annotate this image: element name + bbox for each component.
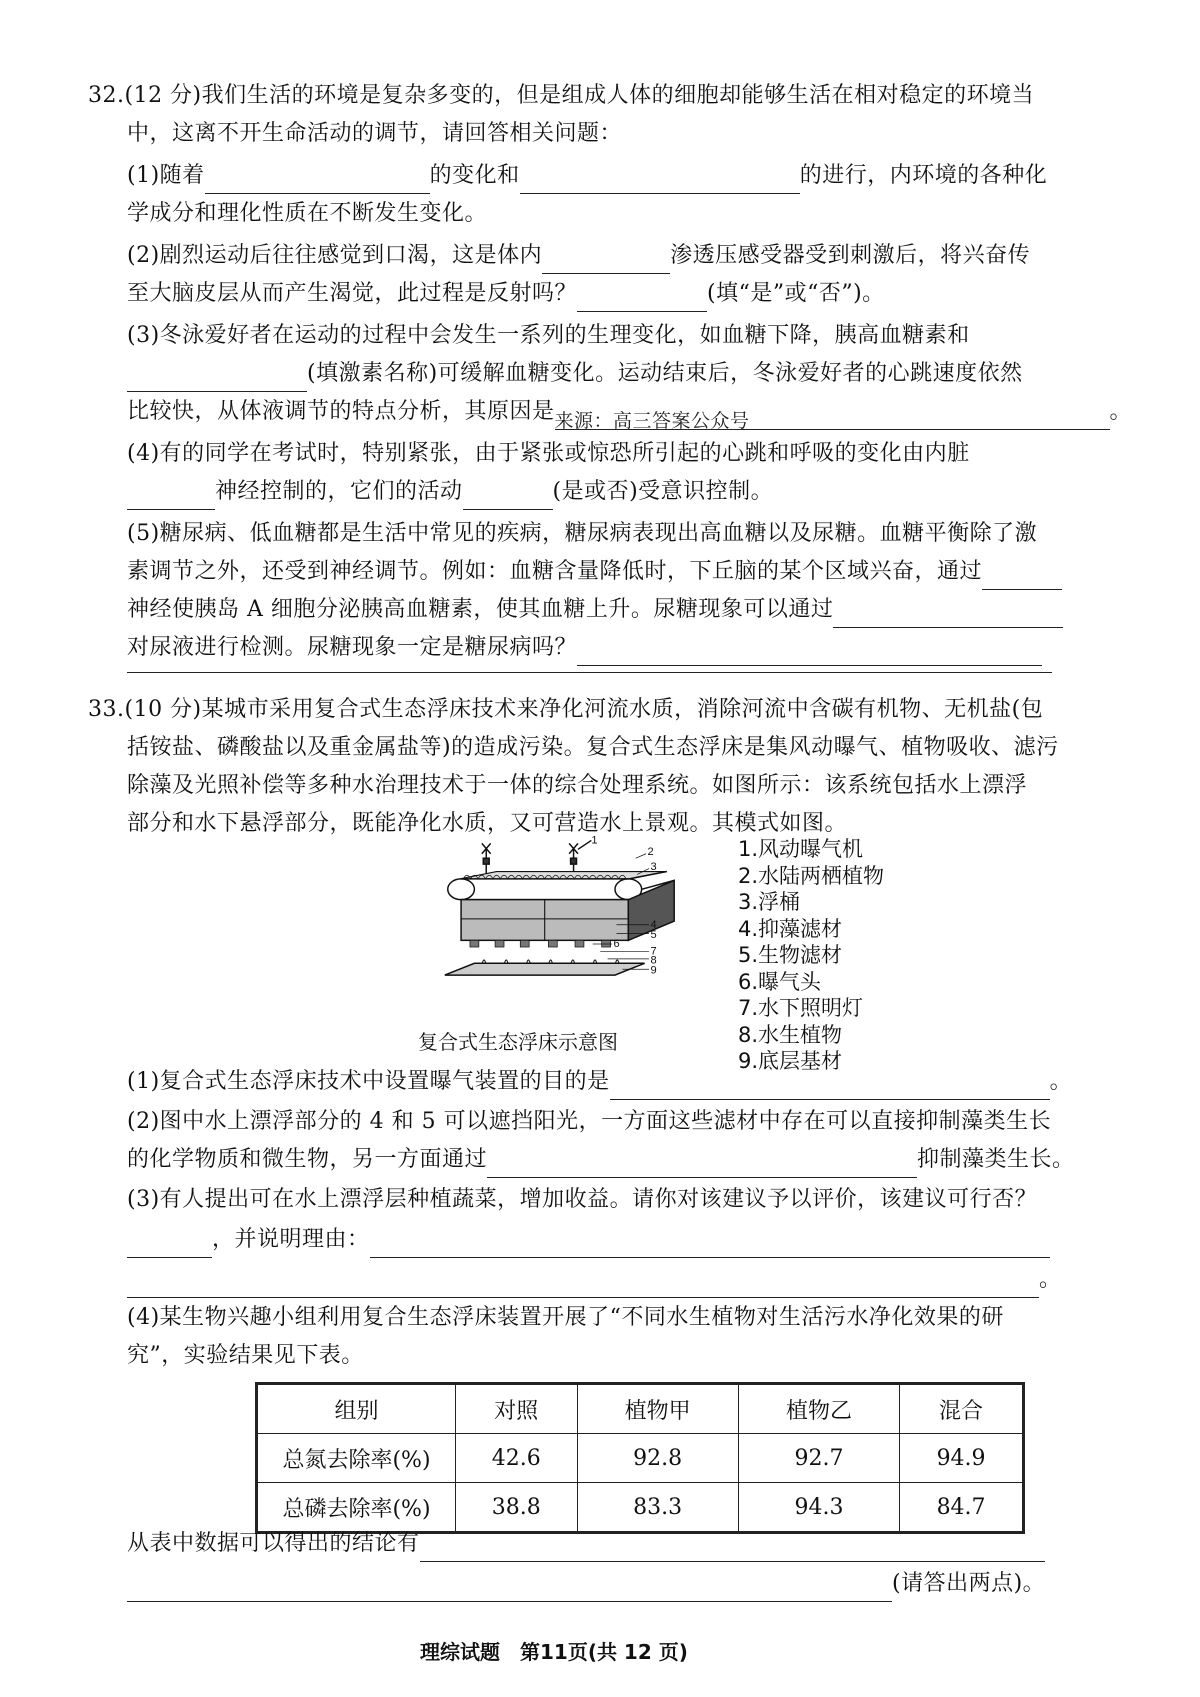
table-cell: 42.6 [456, 1434, 578, 1483]
q33-conclusion-cont: (请答出两点)。 [127, 1566, 1045, 1602]
table-cell: 92.7 [738, 1434, 899, 1483]
answer-blank[interactable] [127, 1271, 1039, 1298]
answer-blank[interactable] [542, 247, 670, 274]
answer-blank[interactable] [555, 403, 1110, 430]
q33-part1: (1)复合式生态浮床技术中设置曝气装置的目的是 。 [127, 1064, 1072, 1100]
table-cell: 84.7 [900, 1483, 1024, 1533]
answer-blank[interactable] [520, 167, 800, 194]
legend-item: 8.水生植物 [738, 1022, 843, 1047]
answer-blank[interactable] [420, 1535, 1045, 1562]
table-header-cell: 植物乙 [738, 1384, 899, 1434]
q32-part3: (3)冬泳爱好者在运动的过程中会发生一系列的生理变化，如血糖下降，胰高血糖素和 [127, 323, 970, 348]
answer-blank[interactable] [982, 563, 1062, 590]
float-left [448, 879, 475, 900]
figure-legend [738, 836, 884, 1075]
q33-part3-cont2: 。 [127, 1262, 1062, 1298]
q32-part2-cont: 至大脑皮层从而产生渴觉，此过程是反射吗？ (填“是”或“否”)。 [127, 276, 885, 312]
answer-blank[interactable] [833, 601, 1063, 628]
legend-item: 7.水下照明灯 [738, 996, 864, 1020]
figure-number: 5 [650, 929, 657, 942]
source-watermark: 来源：高三答案公众号 [554, 410, 750, 432]
q33-part4-cont: 究”，实验结果见下表。 [127, 1343, 364, 1368]
figure-number: 2 [647, 846, 654, 859]
table-cell: 总氮去除率(%) [257, 1434, 456, 1483]
page-footer: 理综试题 第11页(共 12 页) [420, 1640, 688, 1664]
table-cell: 94.9 [900, 1434, 1024, 1483]
q32-part5-cont3: 对尿液进行检测。尿糖现象一定是糖尿病吗？ [127, 630, 1042, 666]
q32-part4: (4)有的同学在考试时，特别紧张，由于紧张或惊恐所引起的心跳和呼吸的变化由内脏 [127, 441, 970, 466]
legend-item: 4.抑藻滤材 [738, 916, 843, 941]
legend-item: 9.底层基材 [738, 1049, 843, 1073]
table-header-row [257, 1384, 1024, 1434]
figure-number: 7 [650, 945, 657, 958]
answer-blank[interactable] [127, 1575, 892, 1602]
figure-number: 8 [650, 954, 657, 967]
table-cell: 总磷去除率(%) [257, 1483, 456, 1533]
results-table [255, 1382, 1025, 1534]
answer-blank[interactable] [577, 639, 1042, 666]
table-cell: 38.8 [456, 1483, 578, 1533]
table-row [257, 1434, 1024, 1483]
table-cell: 83.3 [577, 1483, 738, 1533]
figure-caption: 复合式生态浮床示意图 [418, 1030, 618, 1054]
table-header-cell: 混合 [900, 1384, 1024, 1434]
table-header-cell: 组别 [257, 1384, 456, 1434]
q33-part3: (3)有人提出可在水上漂浮层种植蔬菜，增加收益。请你对该建议予以评价，该建议可行否？ [127, 1187, 1038, 1212]
answer-blank[interactable] [127, 365, 307, 392]
q32-line2: 中，这离不开生命活动的调节，请回答相关问题： [127, 121, 623, 146]
q33-conclusion: 从表中数据可以得出的结论有 [127, 1526, 1045, 1562]
q32-part3-cont2: 比较快，从体液调节的特点分析，其原因是来源：高三答案公众号 。 [127, 399, 1133, 432]
q32-part5-cont2: 神经使胰岛 A 细胞分泌胰高血糖素，使其血糖上升。尿糖现象可以通过 [127, 592, 1063, 628]
legend-item: 1.风动曝气机 [738, 837, 864, 861]
q32-part4-cont: 神经控制的，它们的活动 (是或否)受意识控制。 [127, 474, 773, 510]
answer-blank[interactable] [577, 285, 707, 312]
answer-blank[interactable] [487, 1151, 917, 1178]
q32-part1: (1)随着 的变化和 的进行，内环境的各种化 [127, 158, 1047, 194]
legend-item: 2.水陆两栖植物 [738, 863, 885, 888]
legend-item: 5.生物滤材 [738, 943, 843, 967]
table-header-cell: 对照 [456, 1384, 578, 1434]
q32-part1-cont: 学成分和理化性质在不断发生变化。 [127, 201, 488, 226]
table-row [257, 1483, 1024, 1533]
figure-number: 4 [650, 918, 657, 931]
answer-blank[interactable] [463, 483, 553, 510]
q33-line3: 除藻及光照补偿等多种水治理技术于一体的综合处理系统。如图所示：该系统包括水上漂浮 [127, 773, 1028, 798]
table-cell: 92.8 [577, 1434, 738, 1483]
answer-blank[interactable] [370, 1231, 1050, 1258]
q33-part3-cont: ，并说明理由： [127, 1222, 1050, 1258]
q32-part5-cont: 素调节之外，还受到神经调节。例如：血糖含量降低时，下丘脑的某个区域兴奋，通过 [127, 554, 1062, 590]
legend-item: 6.曝气头 [738, 969, 822, 994]
q32-part3-cont: (填激素名称)可缓解血糖变化。运动结束后，冬泳爱好者的心跳速度依然 [127, 356, 1023, 392]
q33-part2: (2)图中水上漂浮部分的 4 和 5 可以遮挡阳光，一方面这些滤材中存在可以直接抑制藻类生长 [127, 1109, 1052, 1134]
q33-line2: 括铵盐、磷酸盐以及重金属盐等)的造成污染。复合式生态浮床是集风动曝气、植物吸收、滤污 [127, 735, 1059, 760]
answer-blank[interactable] [127, 672, 1052, 673]
figure-number: 1 [591, 836, 598, 847]
answer-blank[interactable] [610, 1073, 1050, 1100]
figure-number: 3 [650, 861, 657, 874]
answer-blank[interactable] [205, 167, 430, 194]
table-cell: 94.3 [738, 1483, 899, 1533]
q33-line4: 部分和水下悬浮部分，既能净化水质，又可营造水上景观。其模式如图。 [127, 811, 848, 836]
windmill-left [482, 843, 491, 876]
figure-number: 9 [650, 964, 657, 977]
q32-line1: 32.(12 分)我们生活的环境是复杂多变的，但是组成人体的细胞却能够生活在相对稳定的环境当 [88, 83, 1035, 108]
answer-blank[interactable] [127, 483, 215, 510]
table-header-cell: 植物甲 [577, 1384, 738, 1434]
answer-blank[interactable] [127, 1231, 212, 1258]
legend-item: 3.浮桶 [738, 890, 801, 914]
q33-part4: (4)某生物兴趣小组利用复合生态浮床装置开展了“不同水生植物对生活污水净化效果的研 [127, 1305, 1004, 1330]
aeration-heads [470, 940, 611, 947]
floating-bed-diagram [398, 836, 758, 1021]
q33-part2-cont: 的化学物质和微生物，另一方面通过 抑制藻类生长。 [127, 1142, 1075, 1178]
q33-line1: 33.(10 分)某城市采用复合式生态浮床技术来净化河流水质，消除河流中含碳有机物、无机盐(包 [88, 697, 1044, 722]
figure-number: 6 [613, 938, 620, 950]
q32-part2: (2)剧烈运动后往往感觉到口渴，这是体内 渗透压感受器受到刺激后，将兴奋传 [127, 238, 1030, 274]
q32-part5: (5)糖尿病、低血糖都是生活中常见的疾病，糖尿病表现出高血糖以及尿糖。血糖平衡除了激 [127, 521, 1038, 546]
base-substrate [445, 963, 645, 975]
